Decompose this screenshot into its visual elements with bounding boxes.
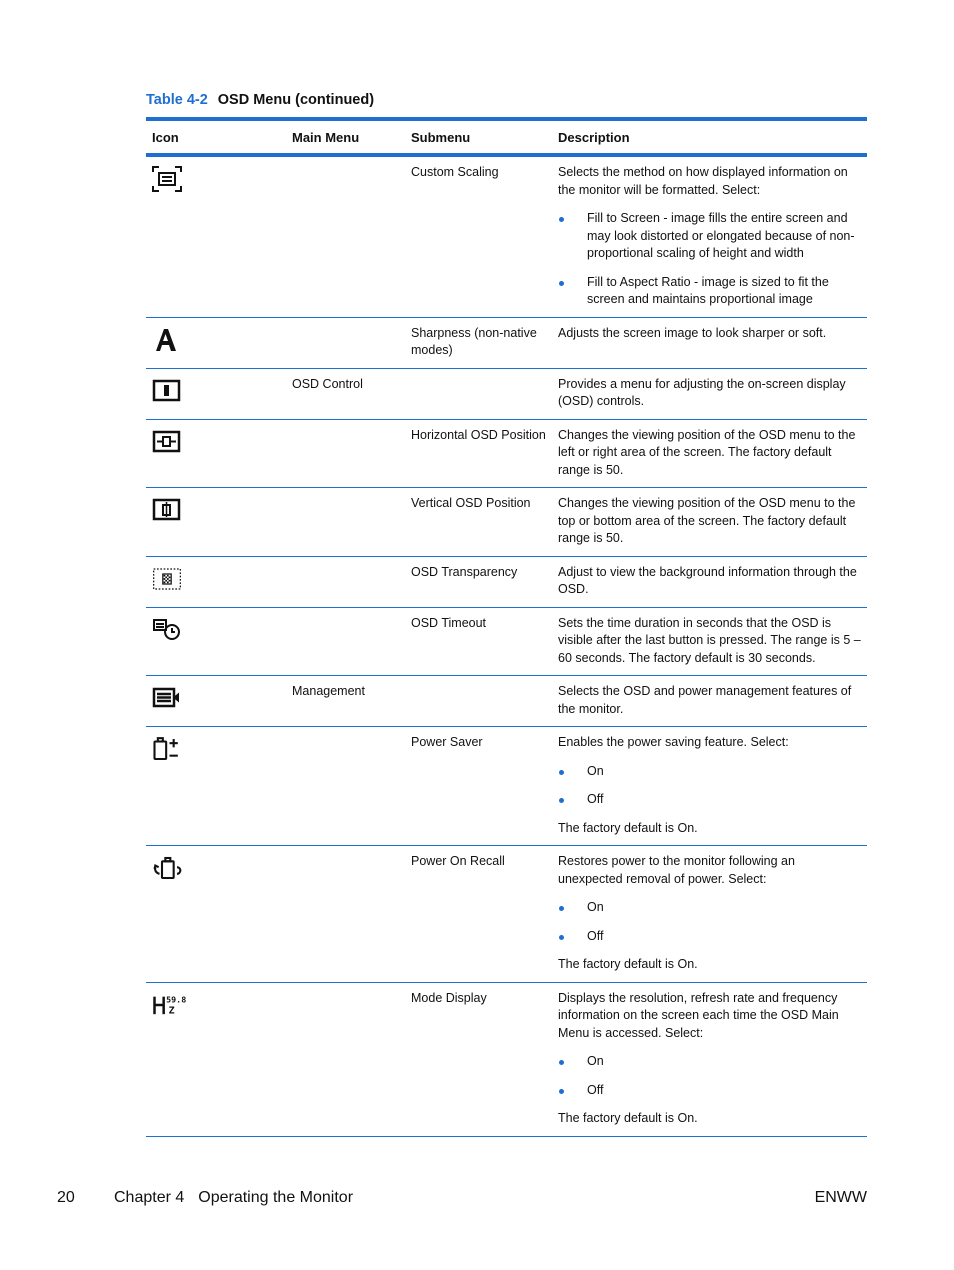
description-text: Sets the time duration in seconds that the OSD is visible after the last button is pressed. The range is 5 – 60 seconds. The factory default is 30 seconds. (558, 615, 861, 665)
factory-default-note: The factory default is On. (558, 957, 698, 971)
description-cell (552, 846, 867, 983)
option-list (558, 763, 861, 809)
description-cell (552, 676, 867, 727)
footer-right: ENWW (814, 1189, 867, 1206)
icon-cell (146, 368, 286, 419)
main-menu-cell (286, 982, 405, 1136)
main-menu-cell (286, 488, 405, 557)
icon-cell (146, 155, 286, 317)
mode-display-icon-digits: 59.8 (166, 994, 187, 1004)
table-header-row (146, 119, 867, 155)
main-menu-cell (286, 419, 405, 488)
main-menu-cell (286, 317, 405, 368)
main-menu-cell (286, 607, 405, 676)
description-text: Enables the power saving feature. Select: (558, 735, 789, 749)
option-list (558, 210, 861, 309)
power-saver-icon (152, 736, 280, 762)
submenu-cell: Vertical OSD Position (405, 488, 552, 557)
icon-cell (146, 676, 286, 727)
icon-cell (146, 317, 286, 368)
table-row (146, 419, 867, 488)
description-text: Provides a menu for adjusting the on-screen display (OSD) controls. (558, 376, 846, 408)
description-text: Adjust to view the background information through the OSD. (558, 564, 857, 596)
description-cell (552, 317, 867, 368)
table-row (146, 846, 867, 983)
option-item: Fill to Screen - image fills the entire screen and may look distorted or elongated because of non-proportional scaling of height and width (558, 210, 861, 263)
submenu-cell: Power On Recall (405, 846, 552, 983)
description-text: Adjusts the screen image to look sharper or soft. (558, 325, 827, 340)
description-text: Changes the viewing position of the OSD menu to the left or right area of the screen. The factory default range is 50. (558, 427, 856, 477)
description-text: Displays the resolution, refresh rate and frequency information on the screen each time the OSD Main Menu is accessed. Select: (558, 990, 839, 1040)
icon-cell (146, 846, 286, 983)
chapter-number: Chapter 4 (114, 1189, 185, 1206)
option-item: Off (558, 928, 861, 946)
mode-display-icon (152, 992, 280, 1018)
table-row (146, 607, 867, 676)
submenu-cell: OSD Timeout (405, 607, 552, 676)
submenu-cell: Mode Display (405, 982, 552, 1136)
table-row (146, 727, 867, 846)
osd-menu-table (146, 117, 867, 1137)
option-list (558, 899, 861, 945)
chapter-title: Operating the Monitor (198, 1189, 354, 1206)
icon-cell (146, 556, 286, 607)
description-cell (552, 982, 867, 1136)
table-row (146, 556, 867, 607)
header-icon: Icon (146, 119, 286, 155)
icon-cell (146, 419, 286, 488)
table-row (146, 488, 867, 557)
table-title: OSD Menu (continued) (217, 92, 375, 108)
header-main-menu: Main Menu (286, 119, 405, 155)
factory-default-note: The factory default is On. (558, 820, 698, 835)
header-submenu: Submenu (405, 119, 552, 155)
submenu-cell: Horizontal OSD Position (405, 419, 552, 488)
description-text: Selects the method on how displayed information on the monitor will be formatted. Select: (558, 165, 848, 197)
osd-control-icon (152, 378, 280, 404)
main-menu-cell (286, 155, 405, 317)
description-text: Restores power to the monitor following an unexpected removal of power. Select: (558, 854, 795, 886)
description-cell (552, 419, 867, 488)
description-cell (552, 368, 867, 419)
main-menu-cell: OSD Control (286, 368, 405, 419)
submenu-cell: OSD Transparency (405, 556, 552, 607)
table-row (146, 155, 867, 317)
table-row (146, 676, 867, 727)
osd-timeout-icon (152, 617, 280, 643)
horizontal-osd-position-icon (152, 429, 280, 455)
mode-display-icon-unit: Z (168, 1004, 175, 1016)
page-number: 20 (57, 1189, 75, 1206)
table-number: Table 4-2 (146, 92, 208, 108)
description-cell (552, 155, 867, 317)
main-menu-cell (286, 727, 405, 846)
option-list (558, 1053, 861, 1099)
power-on-recall-icon (152, 855, 280, 881)
osd-transparency-icon (152, 566, 280, 592)
icon-cell (146, 982, 286, 1136)
vertical-osd-position-icon (152, 497, 280, 523)
description-cell (552, 488, 867, 557)
icon-cell (146, 488, 286, 557)
description-cell (552, 556, 867, 607)
option-item: Off (558, 791, 861, 809)
submenu-cell: Sharpness (non-native modes) (405, 317, 552, 368)
table-row (146, 317, 867, 368)
option-item: Fill to Aspect Ratio - image is sized to fit the screen and maintains proportional image (558, 274, 861, 309)
submenu-cell: Power Saver (405, 727, 552, 846)
description-text: Changes the viewing position of the OSD menu to the top or bottom area of the screen. The factory default range is 50. (558, 496, 856, 545)
description-cell (552, 727, 867, 846)
table-caption (146, 92, 374, 108)
submenu-cell (405, 676, 552, 727)
submenu-cell (405, 368, 552, 419)
main-menu-cell (286, 556, 405, 607)
main-menu-cell: Management (286, 676, 405, 727)
header-description: Description (552, 119, 867, 155)
option-item: On (558, 1053, 861, 1071)
description-text: Selects the OSD and power management features of the monitor. (558, 684, 852, 716)
icon-cell (146, 727, 286, 846)
factory-default-note: The factory default is On. (558, 1111, 698, 1125)
description-cell (552, 607, 867, 676)
custom-scaling-icon (152, 166, 280, 192)
management-icon (152, 685, 280, 711)
option-item: On (558, 763, 861, 781)
sharpness-icon (152, 327, 280, 353)
main-menu-cell (286, 846, 405, 983)
submenu-cell: Custom Scaling (405, 155, 552, 317)
chapter-label (114, 1189, 353, 1207)
option-item: On (558, 899, 861, 917)
icon-cell (146, 607, 286, 676)
table-row (146, 982, 867, 1136)
option-item: Off (558, 1082, 861, 1100)
table-row (146, 368, 867, 419)
